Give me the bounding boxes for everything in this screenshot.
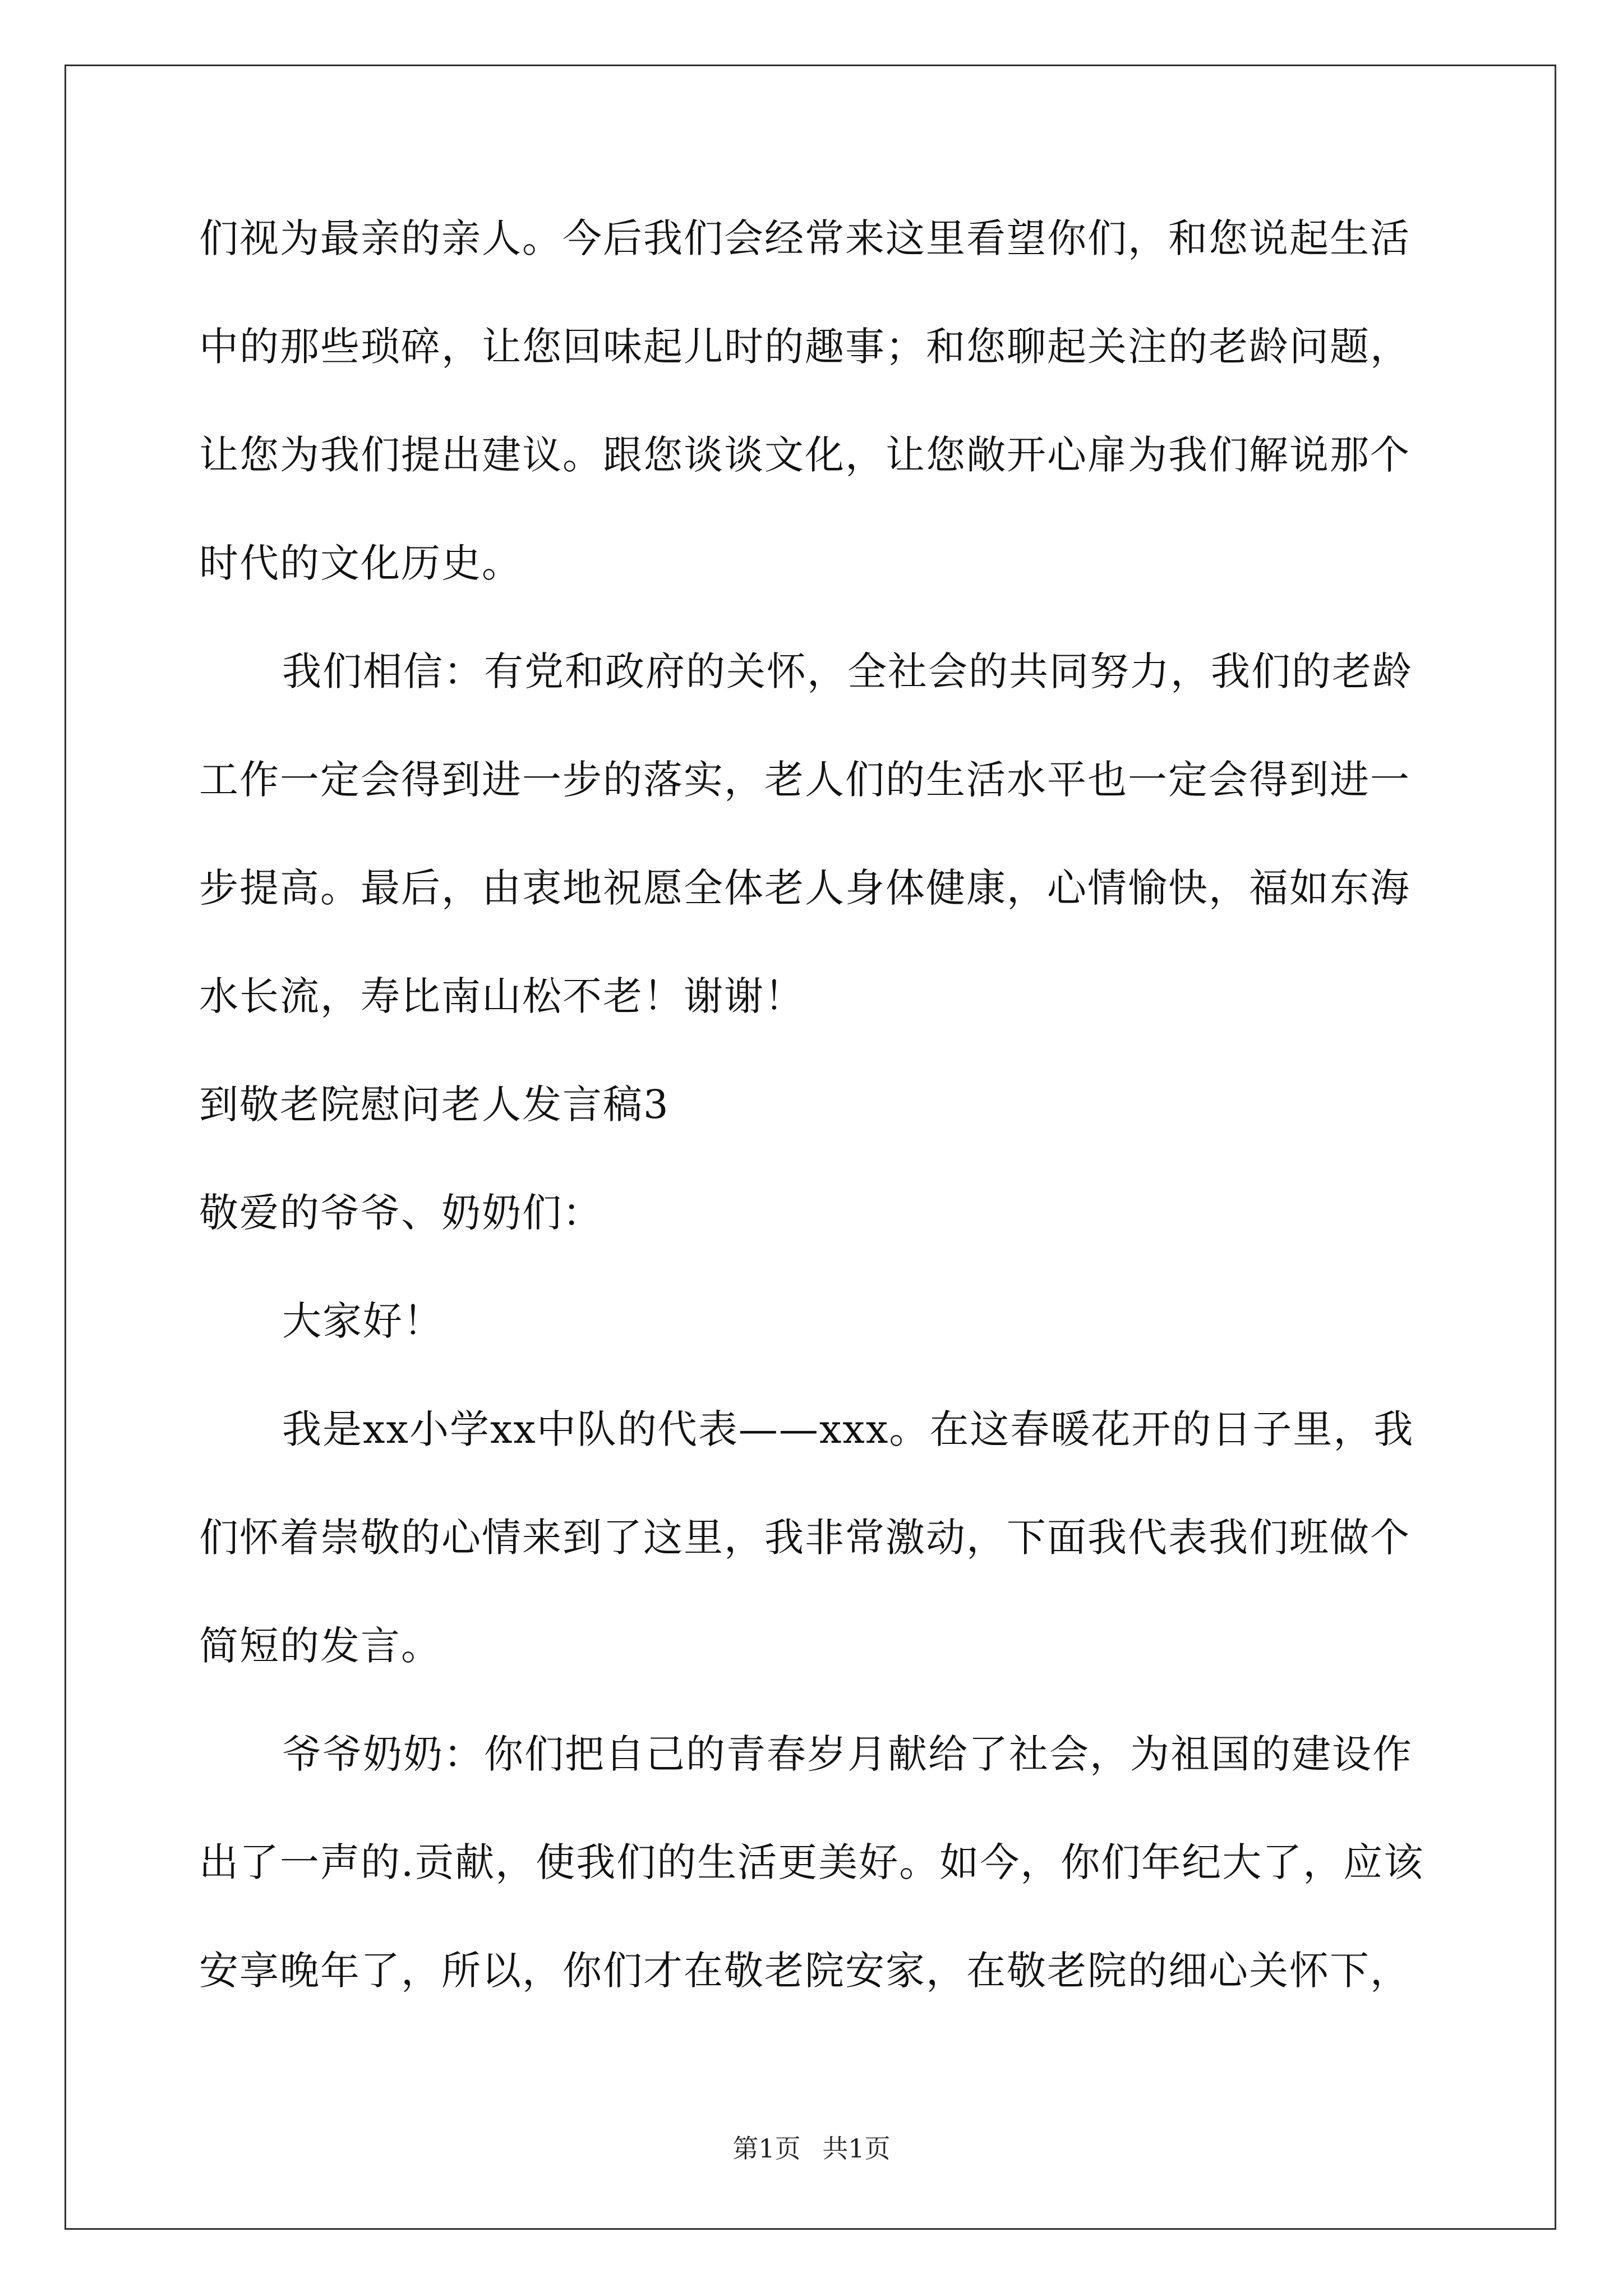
text-line: 出了一声的.贡献，使我们的生活更美好。如今，你们年纪大了，应该 [199, 1839, 1424, 1885]
section-title: 到敬老院慰问老人发言稿3 [199, 1082, 670, 1128]
text-line: 时代的文化历史。 [199, 540, 522, 586]
text-line: 安享晚年了，所以，你们才在敬老院安家，在敬老院的细心关怀下， [199, 1948, 1410, 1994]
text-line: 我们相信：有党和政府的关怀，全社会的共同努力，我们的老龄 [282, 648, 1413, 694]
text-line: 们视为最亲的亲人。今后我们会经常来这里看望你们，和您说起生活 [199, 215, 1410, 261]
text-line: 爷爷奶奶：你们把自己的青春岁月献给了社会，为祖国的建设作 [282, 1731, 1413, 1777]
greeting: 大家好！ [282, 1298, 444, 1344]
text-line: 中的那些琐碎，让您回味起儿时的趣事；和您聊起关注的老龄问题， [199, 324, 1410, 370]
salutation: 敬爱的爷爷、奶奶们： [199, 1190, 603, 1236]
text-line: 工作一定会得到进一步的落实，老人们的生活水平也一定会得到进一 [199, 757, 1410, 803]
text-line: 们怀着崇敬的心情来到了这里，我非常激动，下面我代表我们班做个 [199, 1515, 1410, 1561]
text-line: 让您为我们提出建议。跟您谈谈文化，让您敞开心扉为我们解说那个 [199, 432, 1410, 478]
page-number: 第1页 [732, 2133, 801, 2164]
text-line: 我是xx小学xx中队的代表——xxx。在这春暖花开的日子里，我 [282, 1406, 1414, 1452]
document-body [199, 213, 1427, 2054]
text-line: 简短的发言。 [199, 1623, 441, 1669]
text-line: 步提高。最后，由衷地祝愿全体老人身体健康，心情愉快，福如东海 [199, 865, 1410, 911]
page-footer [0, 2132, 1623, 2165]
page-total: 共1页 [822, 2133, 891, 2164]
text-line: 水长流，寿比南山松不老！谢谢！ [199, 973, 805, 1019]
